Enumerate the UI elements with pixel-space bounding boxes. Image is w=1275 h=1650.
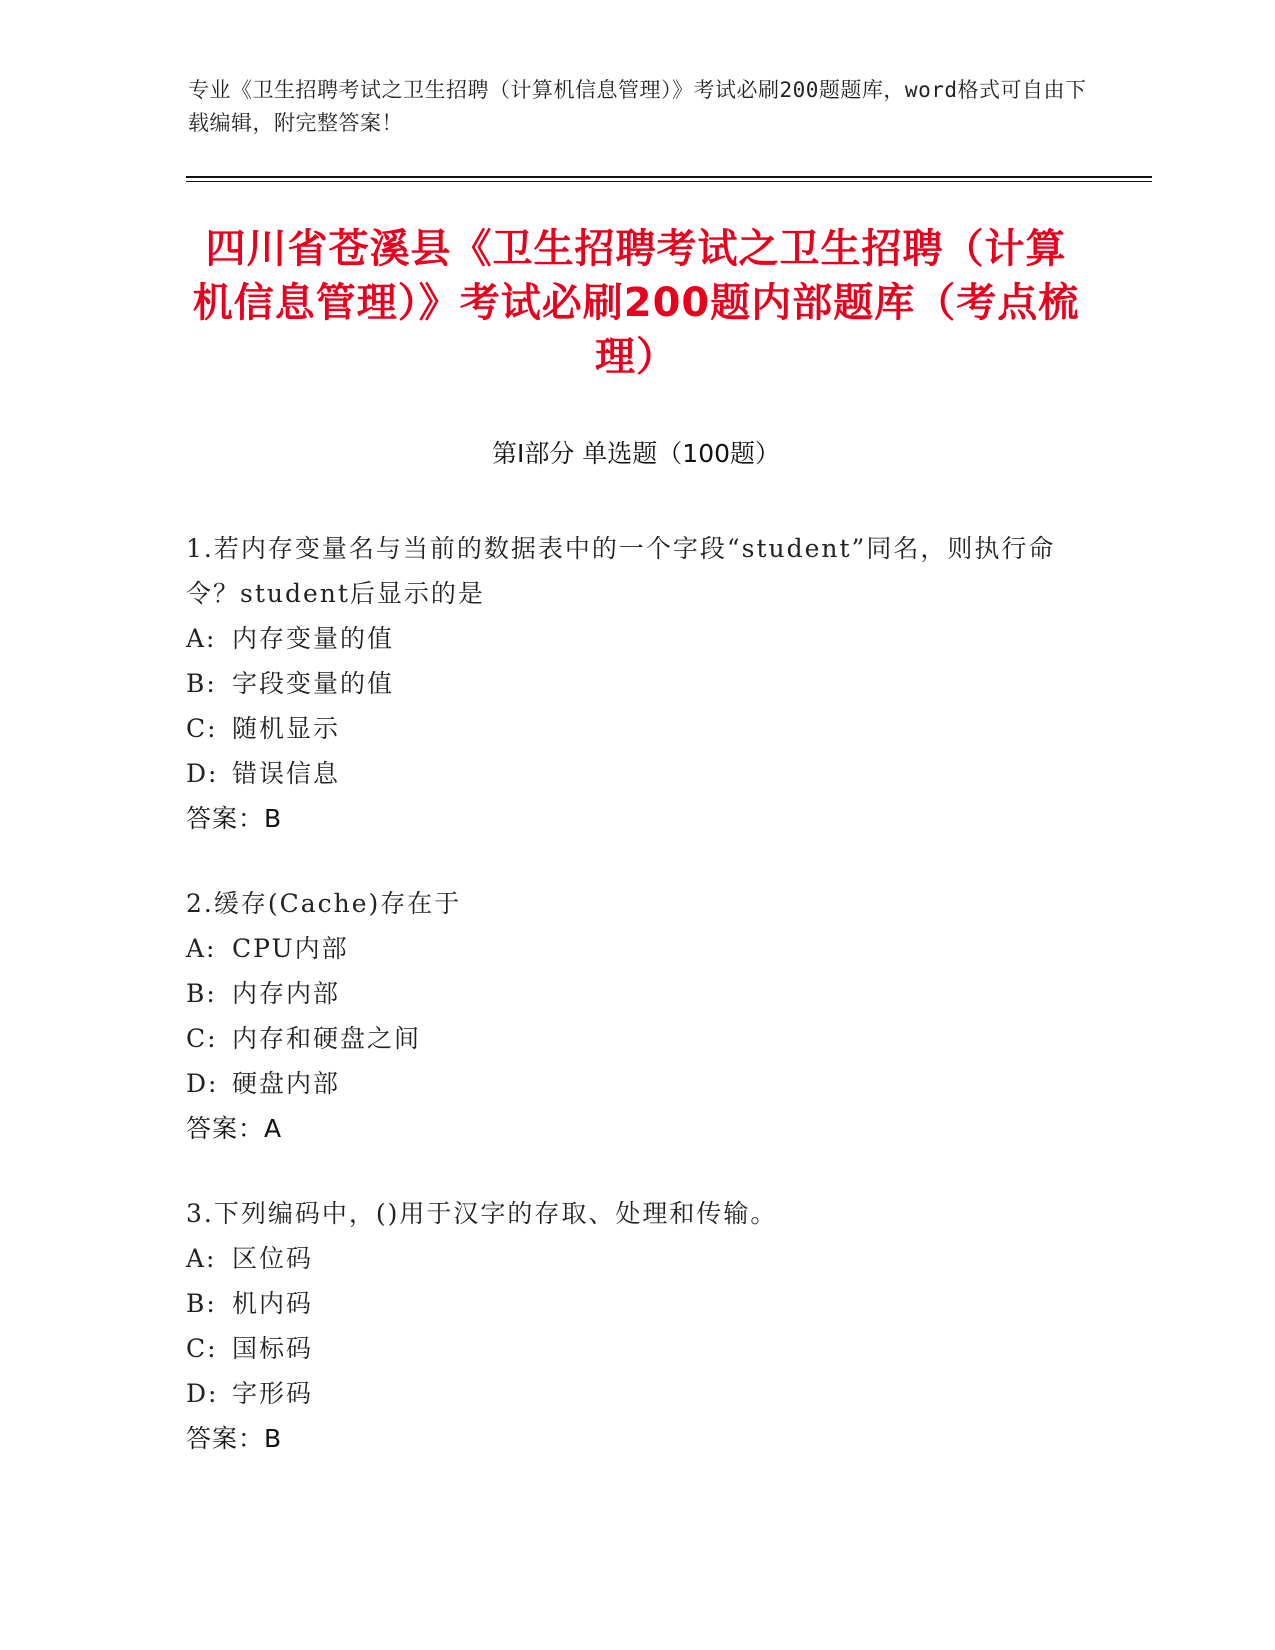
option-d	[186, 1371, 1086, 1416]
answer-line: 答案：B	[186, 1424, 283, 1453]
option-a	[186, 926, 1086, 971]
question-stem: 2.缓存(Cache)存在于	[186, 889, 462, 918]
option-text: 内存变量的值	[232, 624, 395, 653]
option-letter: D:	[186, 1069, 219, 1098]
option-letter: A:	[186, 934, 217, 963]
option-letter: B:	[186, 979, 217, 1008]
option-text: 随机显示	[232, 714, 341, 743]
section-title: 第I部分 单选题（100题）	[491, 439, 781, 468]
document-title: 四川省苍溪县《卫生招聘考试之卫生招聘（计算机信息管理）》考试必刷200题内部题库（考点梳理）	[192, 226, 1080, 380]
option-b	[186, 971, 1086, 1016]
question-1	[186, 526, 1086, 841]
option-text: 内存内部	[232, 979, 341, 1008]
option-letter: A:	[186, 624, 217, 653]
option-letter: D:	[186, 759, 219, 788]
answer-line: 答案：A	[186, 1114, 283, 1143]
question-3	[186, 1191, 1086, 1461]
option-d	[186, 1061, 1086, 1106]
option-letter: D:	[186, 1379, 219, 1408]
question-2	[186, 881, 1086, 1151]
option-a	[186, 616, 1086, 661]
answer-line: 答案：B	[186, 804, 283, 833]
option-letter: C:	[186, 1024, 218, 1053]
option-letter: A:	[186, 1244, 217, 1273]
option-a	[186, 1236, 1086, 1281]
header-rule-thin	[186, 181, 1152, 182]
option-c	[186, 1326, 1086, 1371]
option-c	[186, 706, 1086, 751]
option-text: CPU内部	[232, 934, 349, 963]
option-text: 硬盘内部	[232, 1069, 341, 1098]
option-b	[186, 661, 1086, 706]
option-letter: B:	[186, 669, 217, 698]
option-text: 内存和硬盘之间	[232, 1024, 422, 1053]
option-text: 机内码	[232, 1289, 314, 1318]
option-d	[186, 751, 1086, 796]
question-stem: 3.下列编码中，()用于汉字的存取、处理和传输。	[186, 1199, 778, 1228]
header-rule-thick	[186, 176, 1152, 178]
question-list	[186, 526, 1086, 1501]
option-letter: C:	[186, 714, 218, 743]
option-text: 区位码	[232, 1244, 314, 1273]
option-text: 错误信息	[232, 759, 341, 788]
option-b	[186, 1281, 1086, 1326]
option-text: 字段变量的值	[232, 669, 395, 698]
option-text: 字形码	[232, 1379, 314, 1408]
option-text: 国标码	[232, 1334, 314, 1363]
question-stem: 1.若内存变量名与当前的数据表中的一个字段“student”同名，则执行命令？student后显示的是	[186, 534, 1056, 608]
header-note: 专业《卫生招聘考试之卫生招聘（计算机信息管理）》考试必刷200题题库，word格式可自由下载编辑，附完整答案！	[188, 78, 1087, 135]
option-letter: B:	[186, 1289, 217, 1318]
option-letter: C:	[186, 1334, 218, 1363]
option-c	[186, 1016, 1086, 1061]
